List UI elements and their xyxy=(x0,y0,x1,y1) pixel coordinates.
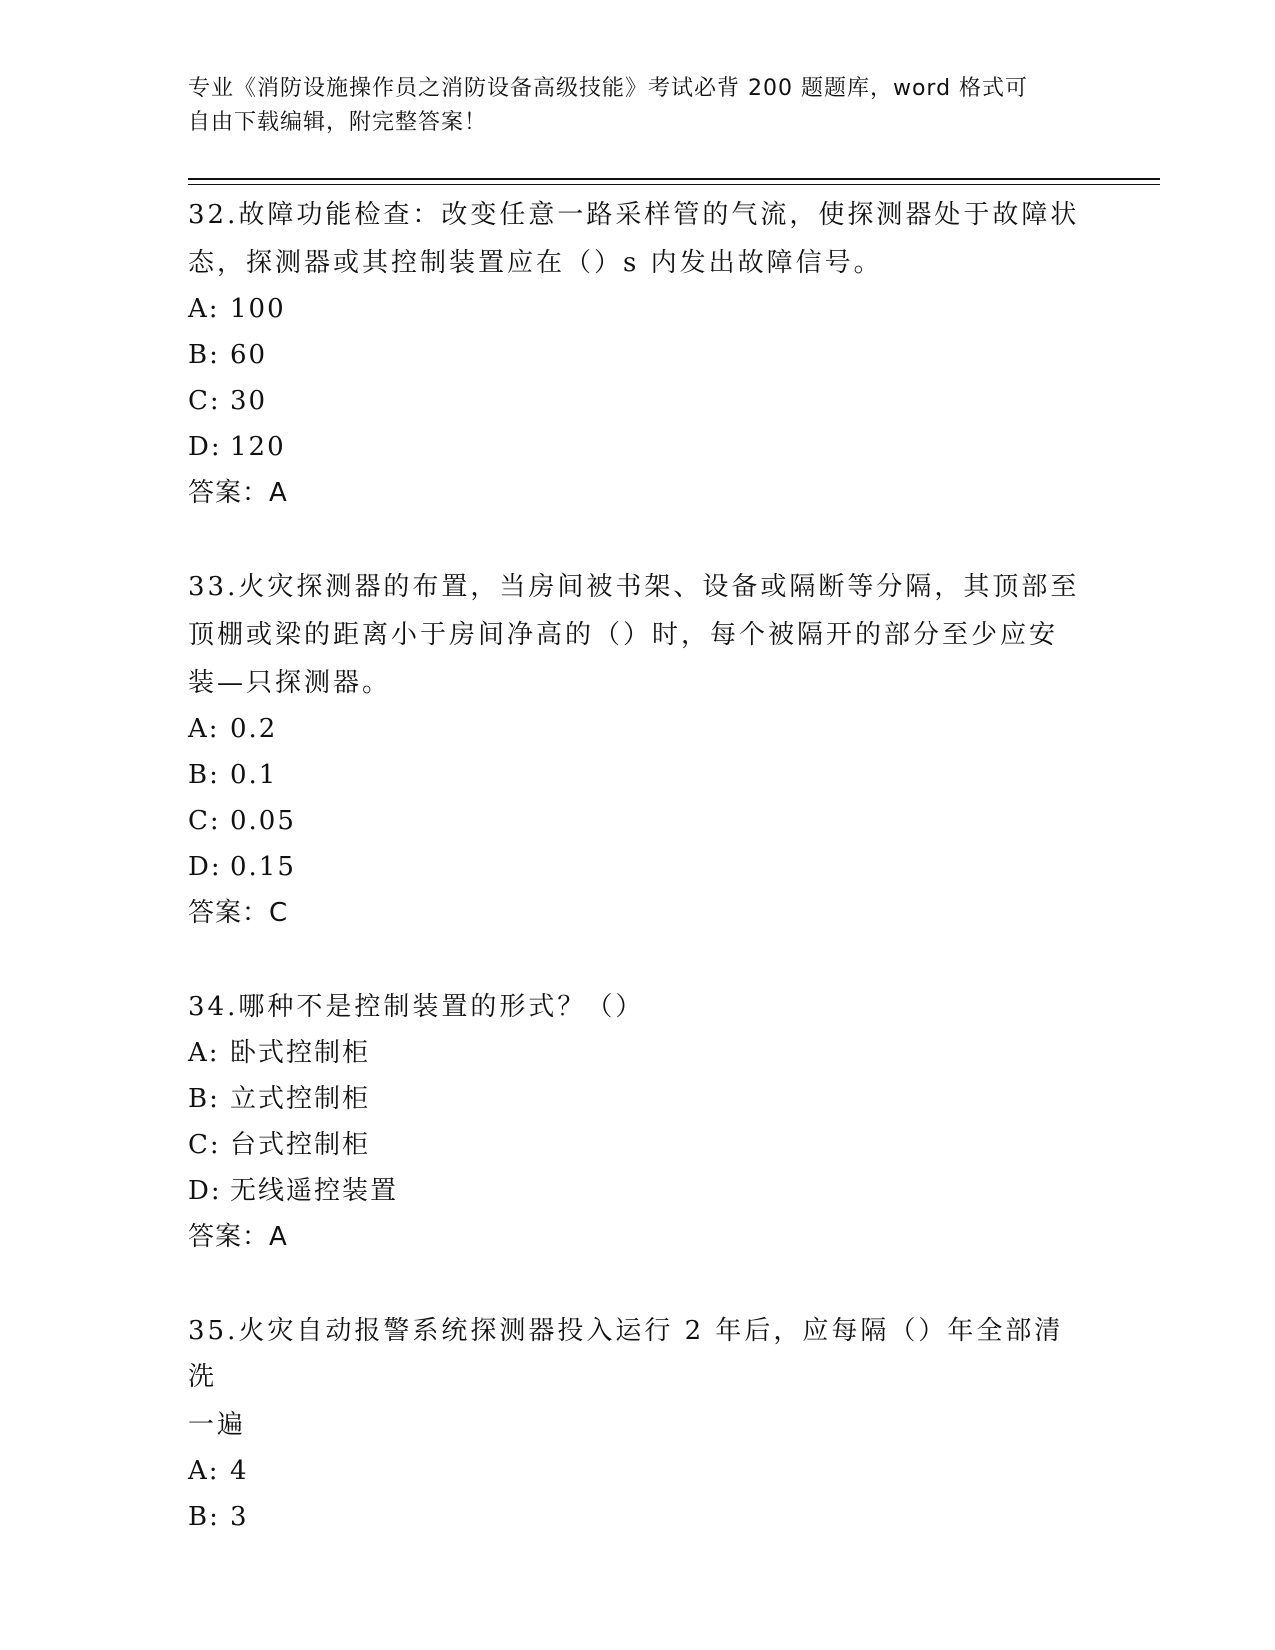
header-line-1: 专业《消防设施操作员之消防设备高级技能》考试必背 200 题题库，word 格式可 xyxy=(188,76,1029,101)
header-divider-thick xyxy=(188,178,1160,180)
question-stem-line: 33.火灾探测器的布置，当房间被书架、设备或隔断等分隔，其顶部至 xyxy=(188,572,1080,602)
option-key: D: xyxy=(188,1176,222,1206)
question-stem-line: 34.哪种不是控制装置的形式？（） xyxy=(188,992,645,1022)
question-stem-line: 顶棚或梁的距离小于房间净高的（）时，每个被隔开的部分至少应安 xyxy=(188,620,1059,650)
header-line-2: 自由下载编辑，附完整答案！ xyxy=(188,110,488,135)
question-stem-line: 装—只探测器。 xyxy=(188,668,392,698)
question-block xyxy=(188,1306,1088,1540)
question-stem-line: 态，探测器或其控制装置应在（）s 内发出故障信号。 xyxy=(188,248,883,278)
option-text: 0.2 xyxy=(230,714,278,744)
option-text: 60 xyxy=(230,340,268,370)
option-key: D: xyxy=(188,432,222,462)
answer-option xyxy=(188,844,1088,890)
answer-option xyxy=(188,752,1088,798)
answer-option xyxy=(188,424,1088,470)
option-key: A: xyxy=(188,1038,220,1068)
question-block xyxy=(188,982,1088,1260)
answer-option xyxy=(188,1494,1088,1540)
question-stem-line: 一遍 xyxy=(188,1410,247,1440)
option-text: 30 xyxy=(230,386,268,416)
option-text: 3 xyxy=(230,1502,249,1532)
answer-option xyxy=(188,1076,1088,1122)
question-list xyxy=(188,190,1088,1540)
option-key: A: xyxy=(188,294,220,324)
option-key: A: xyxy=(188,1456,220,1486)
option-key: C: xyxy=(188,806,221,836)
answer-option xyxy=(188,332,1088,378)
option-key: B: xyxy=(188,760,220,790)
answer-option xyxy=(188,798,1088,844)
answer-option xyxy=(188,378,1088,424)
option-text: 台式控制柜 xyxy=(230,1130,371,1160)
option-text: 0.1 xyxy=(230,760,278,790)
option-text: 0.05 xyxy=(230,806,296,836)
option-text: 卧式控制柜 xyxy=(230,1038,371,1068)
option-key: B: xyxy=(188,1502,220,1532)
option-key: A: xyxy=(188,714,220,744)
option-key: B: xyxy=(188,340,220,370)
question-stem-line: 35.火灾自动报警系统探测器投入运行 2 年后，应每隔（）年全部清洗 xyxy=(188,1316,1064,1392)
header-divider-thin xyxy=(188,184,1160,185)
answer-option xyxy=(188,706,1088,752)
answer-option xyxy=(188,1122,1088,1168)
option-key: B: xyxy=(188,1084,220,1114)
option-text: 立式控制柜 xyxy=(230,1084,371,1114)
answer-option xyxy=(188,1448,1088,1494)
option-text: 120 xyxy=(230,432,286,462)
answer-line: 答案：C xyxy=(188,898,289,928)
answer-option xyxy=(188,1168,1088,1214)
option-text: 4 xyxy=(230,1456,249,1486)
answer-line: 答案：A xyxy=(188,1222,288,1252)
document-header xyxy=(188,72,1088,140)
option-key: D: xyxy=(188,852,222,882)
option-text: 无线遥控装置 xyxy=(230,1176,399,1206)
answer-option xyxy=(188,286,1088,332)
option-text: 100 xyxy=(230,294,286,324)
question-block xyxy=(188,562,1088,936)
question-stem-line: 32.故障功能检查：改变任意一路采样管的气流，使探测器处于故障状 xyxy=(188,200,1080,230)
answer-line: 答案：A xyxy=(188,478,288,508)
option-key: C: xyxy=(188,1130,221,1160)
answer-option xyxy=(188,1030,1088,1076)
option-text: 0.15 xyxy=(230,852,296,882)
question-block xyxy=(188,190,1088,516)
option-key: C: xyxy=(188,386,221,416)
